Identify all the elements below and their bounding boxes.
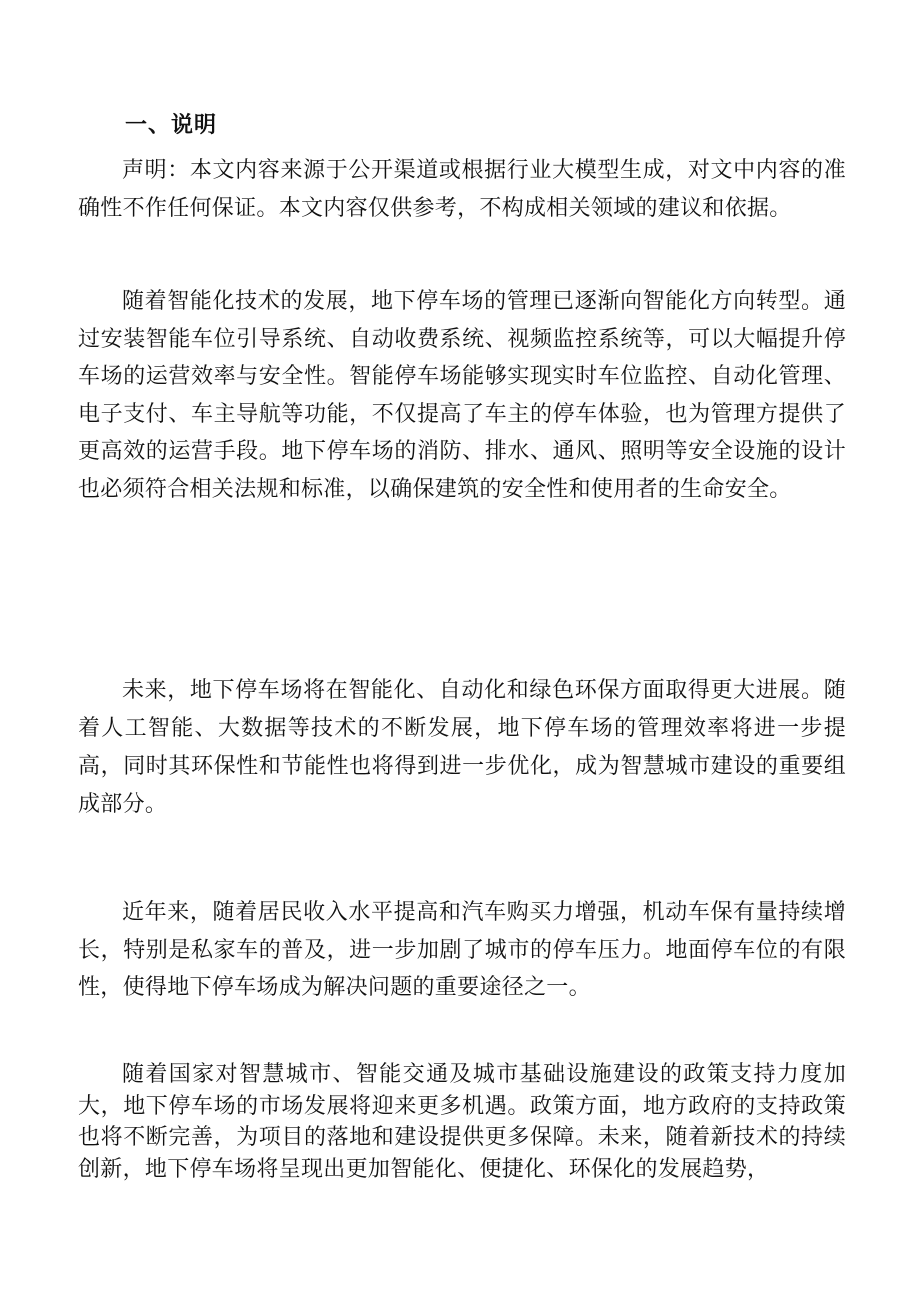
disclaimer-paragraph: 声明：本文内容来源于公开渠道或根据行业大模型生成，对文中内容的准确性不作任何保证。本文内容仅供参考，不构成相关领域的建议和依据。: [78, 158, 846, 221]
body-paragraph-parking-demand: 近年来，随着居民收入水平提高和汽车购买力增强，机动车保有量持续增长，特别是私家车的普及，进一步加剧了城市的停车压力。地面停车位的有限性，使得地下停车场成为解决问题的重要途径之一。: [78, 900, 846, 1000]
body-paragraph-policy-support: 随着国家对智慧城市、智能交通及城市基础设施建设的政策支持力度加大，地下停车场的市场发展将迎来更多机遇。政策方面，地方政府的支持政策也将不断完善，为项目的落地和建设提供更多保障。未来，随着新技术的持续创新，地下停车场将呈现出更加智能化、便捷化、环保化的发展趋势，: [78, 1062, 846, 1182]
body-paragraph-future-outlook: 未来，地下停车场将在智能化、自动化和绿色环保方面取得更大进展。随着人工智能、大数据等技术的不断发展，地下停车场的管理效率将进一步提高，同时其环保性和节能性也将得到进一步优化，成为智慧城市建设的重要组成部分。: [78, 678, 846, 817]
body-paragraph-intelligent-management: 随着智能化技术的发展，地下停车场的管理已逐渐向智能化方向转型。通过安装智能车位引导系统、自动收费系统、视频监控系统等，可以大幅提升停车场的运营效率与安全性。智能停车场能够实现实时车位监控、自动化管理、电子支付、车主导航等功能，不仅提高了车主的停车体验，也为管理方提供了更高效的运营手段。地下停车场的消防、排水、通风、照明等安全设施的设计也必须符合相关法规和标准，以确保建筑的安全性和使用者的生命安全。: [78, 289, 846, 502]
section-heading: 一、说明: [125, 113, 218, 138]
